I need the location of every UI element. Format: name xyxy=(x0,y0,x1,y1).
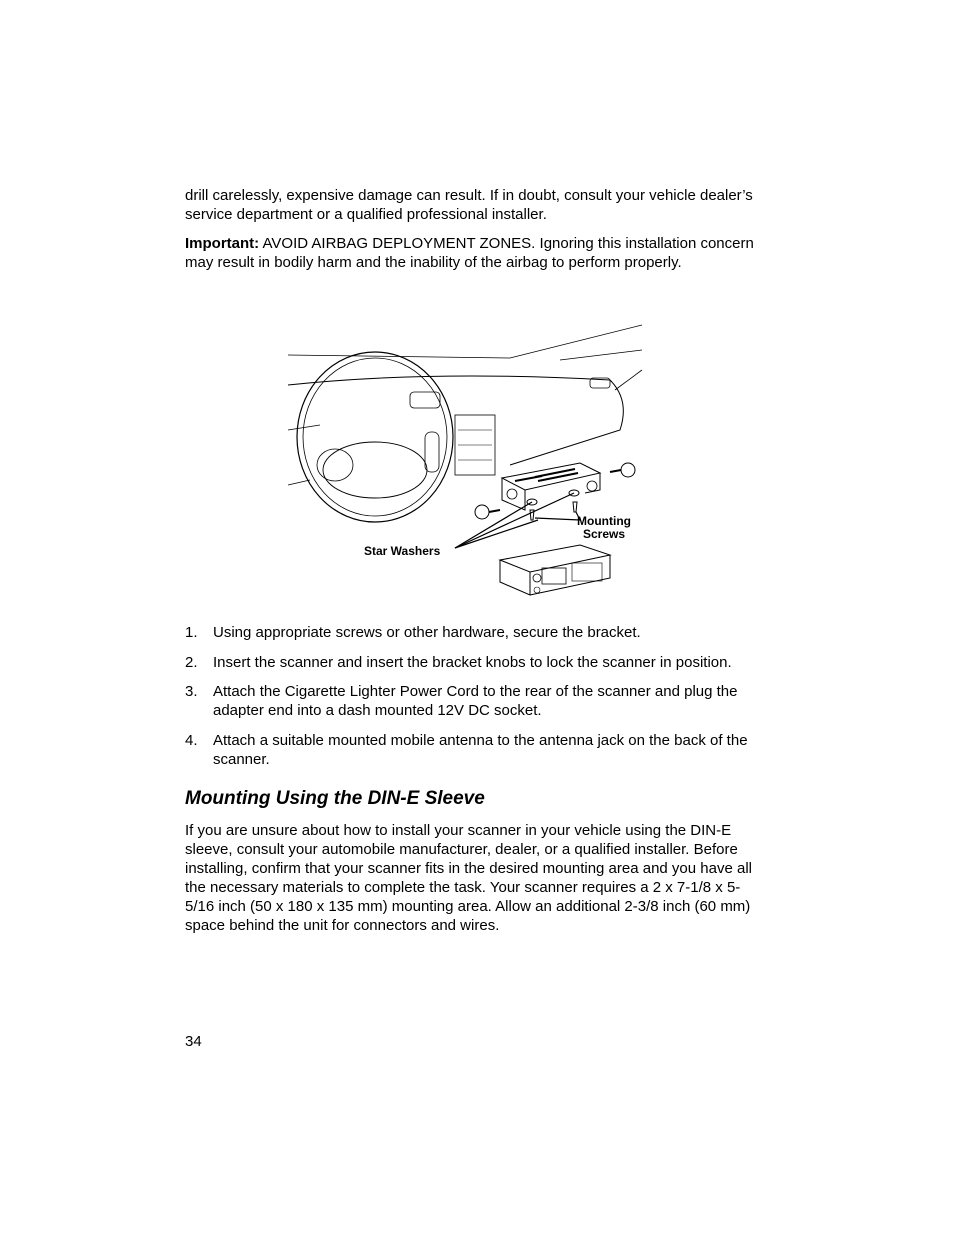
list-item-text: Attach the Cigarette Lighter Power Cord to the rear of the scanner and plug the adapter end into a dash mounted 12V DC socket. xyxy=(213,683,738,719)
star-washers-label: Star Washers xyxy=(364,544,441,558)
important-label: Important: xyxy=(185,235,260,252)
dashboard-bracket-drawing xyxy=(280,320,650,605)
important-paragraph xyxy=(185,234,765,272)
section-heading: Mounting Using the DIN-E Sleeve xyxy=(185,788,485,809)
list-item-number: 4. xyxy=(185,732,198,749)
list-item-number: 2. xyxy=(185,654,198,671)
page-number: 34 xyxy=(185,1033,202,1050)
mounting-screws-label-line-2: Screws xyxy=(582,527,625,541)
section-paragraph: If you are unsure about how to install your scanner in your vehicle using the DIN-E sleeve, consult your automobile manufacturer, dealer, or a qualified installer. Before installing, confirm that your scanner fits in the desired mounting area and you have all the necessary materials to complete the task. Your scanner requires a 2 x 7-1/8 x 5-5/16 inch (50 x 180 x 135 mm) mounting area. Allow an additional 2-3/8 inch (60 mm) space behind the unit for connectors and wires. xyxy=(185,822,752,934)
installation-illustration xyxy=(280,320,650,605)
list-item-text: Insert the scanner and insert the bracket knobs to lock the scanner in position. xyxy=(213,654,732,671)
mounting-screws-label-line-1: Mounting xyxy=(577,514,631,528)
list-item-text: Using appropriate screws or other hardware, secure the bracket. xyxy=(213,624,641,641)
list-item-number: 3. xyxy=(185,683,198,700)
intro-paragraph: drill carelessly, expensive damage can result. If in doubt, consult your vehicle dealer’s service department or a qualified professional installer. xyxy=(185,187,753,223)
important-text: AVOID AIRBAG DEPLOYMENT ZONES. Ignoring this installation concern may result in bodily harm and the inability of the airbag to perform properly. xyxy=(185,235,754,271)
list-item-text: Attach a suitable mounted mobile antenna to the antenna jack on the back of the scanner. xyxy=(213,732,748,768)
mounting-screws-label xyxy=(577,515,631,541)
list-item-number: 1. xyxy=(185,624,198,641)
